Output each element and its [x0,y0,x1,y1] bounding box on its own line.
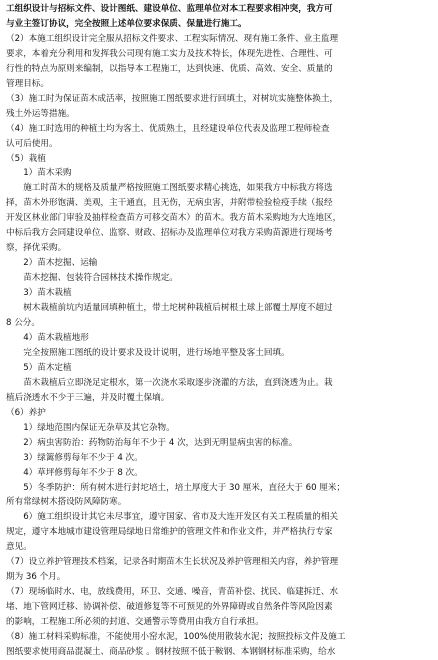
text-line: 4）草坪修剪每年不少于 8 次。 [6,467,143,478]
text-line: 5）苗木定植 [6,362,72,373]
text-line: 2）病虫害防治：药物防治每年不少于 4 次，达到无明显病虫害的标准。 [6,437,298,448]
text-line: 开发区林业部门审验及抽样检查苗方可移交苗木）的苗木。我方苗木采购地为大连地区， [6,213,342,224]
text-line: 完全按照施工图纸的设计要求及设计说明，进行场地平整及客土回填。 [6,347,290,358]
text-line: 植后浇透水不少于三遍，并及时覆土保墒。 [6,392,170,403]
text-line: 苗木栽植后立即浇足定根水，第一次浇水采取逐步浇灌的方法，直到浇透为止。栽 [6,377,333,388]
text-line: 5）冬季防护：所有树木进行封坨培土，培土厚度大于 30 厘米，直径大于 60 厘米； [6,482,346,493]
text-line: 8 公分。 [6,318,40,329]
text-line: 图纸要求使用商品混凝土、商品砂浆 。钢材按照不低于鞍钢、本钢钢材标准采购，给水 [6,646,336,657]
text-line: 1）绿地范围内保证无杂草及其它杂物。 [6,422,175,433]
text-line: 1）苗木采购 [6,168,72,179]
text-line: 3）苗木栽植 [6,288,72,299]
text-line: 规定，遵守本地城市建设管理局绿地日常维护的管理文件和作业文件，并严格执行专家 [6,527,333,538]
text-line: （7）现场临时水、电，放线费用，环卫、交通、噪音，青苗补偿、扰民、临建拆迁、水 [6,587,339,598]
text-line: 意见。 [6,542,32,553]
text-line: （8）施工材料采购标准，不能使用小窑水泥，100%使用散装水泥；按照投标文件及施工 [6,632,346,643]
text-line: 工组织设计与招标文件、设计图纸、建设单位、监理单位对本工程要求相冲突，我方可 [6,4,333,14]
text-line: （4）施工时选用的种植土均为客土、优质熟土，且经建设单位代表及监理工程师检查 [6,123,330,134]
text-line: 苗木挖掘、包装符合园林技术操作规定。 [6,273,178,284]
text-line: 施工时苗木的规格及质量严格按照施工图纸要求精心挑选，如果我方中标我方将选 [6,183,333,194]
text-line: 期为 36 个月。 [6,572,66,583]
text-line: 的影响，工程施工所必须的封道、交通警示等费用由我方自行承担。 [6,617,264,628]
text-line: 残土外运等措施。 [6,108,75,119]
text-line: 择，苗木外形饱满、美观，主干通直，且无伤，无病虫害，并附带检验检疫手续（报经 [6,198,333,209]
text-line: 中标后我方会同建设单位、监察、财政、招标办及监理单位对我方采购苗源进行现场考 [6,228,333,239]
text-line: 行性的特点为原则来编制，以指导本工程施工，达到快速、优质、高效、安全、质量的 [6,63,333,74]
text-line: 所有常绿树木搭设防风障防寒。 [6,497,127,508]
text-line: 树木栽植前坑内适量回填种植土，带土坨树种栽植后树根土球上部覆土厚度不超过 [6,303,333,314]
text-line: 6）施工组织设计其它未尽事宜，遵守国家、省市及大连开发区有关工程质量的相关 [6,512,339,523]
text-line: 管理目标。 [6,78,49,89]
text-line: 堵、地下管网迁移、协调补偿、破道修复等不可预见的外界障碍或自然条件等风险因素 [6,602,333,613]
text-line: （6）养护 [6,407,46,418]
text-line: 3）绿篱修剪每年不少于 4 次。 [6,452,143,463]
text-line: 要求，本着充分利用和发挥我公司现有施工实力及技术特长，体现先进性、合理性、可 [6,48,333,59]
text-line: 认可后使用。 [6,138,58,149]
text-line: （3）施工时为保证苗木成活率，按照施工图纸要求进行回填土，对树坑实施整体换土， [6,93,339,104]
text-line: 与业主签订协议，完全按照上述单位要求保质、保量进行施工。 [6,18,247,29]
text-line: 察，择优采购。 [6,243,67,254]
text-line: （5）栽植 [6,153,46,164]
text-line: （7）设立养护管理技术档案，记录各时期苗木生长状况及养护管理相关内容，养护管理 [6,557,339,568]
text-line: （2）本施工组织设计完全服从招标文件要求、工程实际情况、现有施工条件、业主监理 [6,33,339,44]
text-line: 4）苗木栽植地形 [6,332,89,343]
text-line: 2）苗木挖掘、运输 [6,258,98,269]
